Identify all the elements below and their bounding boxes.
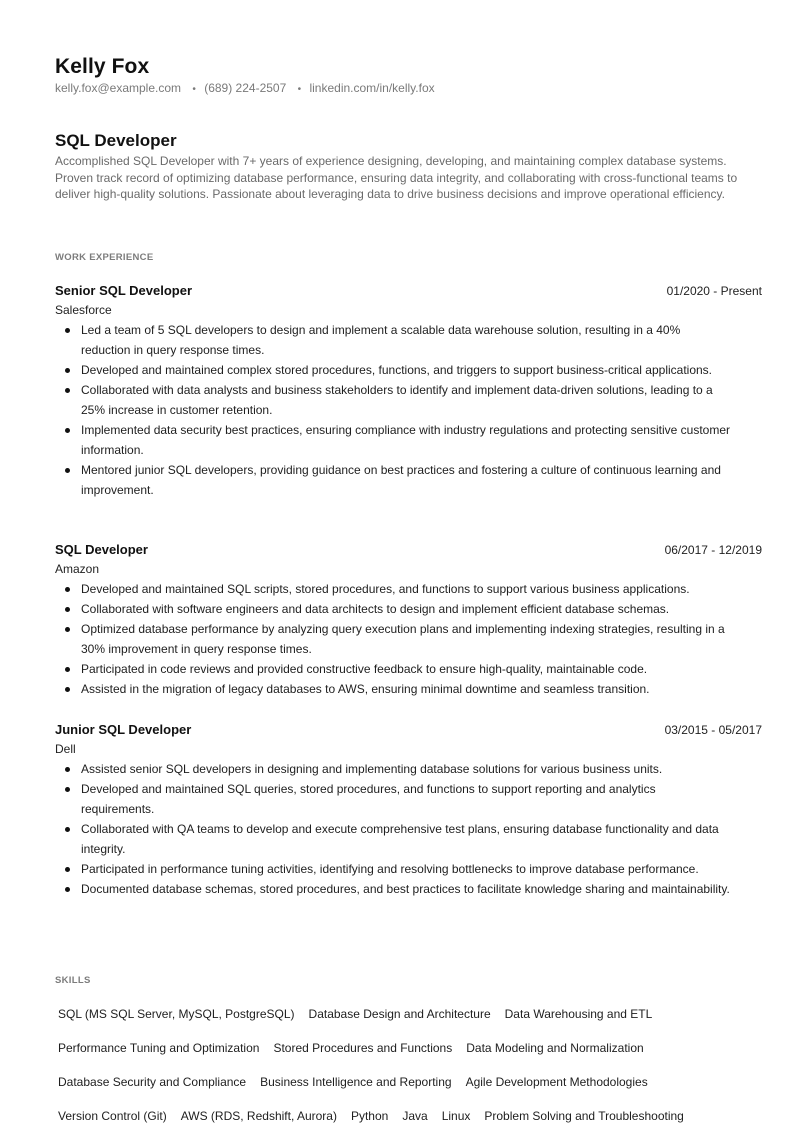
job-bullets	[55, 320, 762, 500]
job-company: Dell	[55, 742, 76, 756]
work-experience-heading: WORK EXPERIENCE	[55, 252, 154, 263]
skill-item: Database Security and Compliance	[58, 1075, 247, 1089]
linkedin-link[interactable]: linkedin.com/in/kelly.fox	[309, 81, 435, 95]
skill-item: Data Modeling and Normalization	[466, 1041, 644, 1055]
bullet-text: Collaborated with QA teams to develop and execute comprehensive test plans, ensuring database functionality and data integrity.	[81, 822, 719, 856]
job-entry	[55, 542, 762, 699]
bullet-text: Collaborated with software engineers and data architects to design and implement efficient database schemas.	[81, 602, 670, 616]
bullet-item	[55, 460, 762, 500]
bullet-text: Mentored junior SQL developers, providing guidance on best practices and fostering a culture of continuous learning and improvement.	[81, 463, 721, 497]
phone-number[interactable]: (689) 224-2507	[204, 81, 287, 95]
bullet-dot-icon	[65, 767, 70, 772]
bullet-text: Developed and maintained complex stored procedures, functions, and triggers to support business-critical applications.	[81, 363, 713, 377]
bullet-dot-icon	[65, 787, 70, 792]
job-header	[55, 722, 762, 740]
job-header	[55, 542, 762, 560]
skill-item: Database Design and Architecture	[308, 1007, 491, 1021]
job-bullets	[55, 759, 762, 899]
bullet-text: Assisted senior SQL developers in designing and implementing database solutions for various business units.	[81, 762, 663, 776]
bullet-dot-icon	[65, 627, 70, 632]
job-header	[55, 283, 762, 301]
skills-row	[55, 997, 762, 1031]
bullet-item	[55, 819, 762, 859]
bullet-text: Developed and maintained SQL queries, stored procedures, and functions to support reporting and analytics requirements.	[81, 782, 656, 816]
separator-dot: •	[297, 84, 302, 95]
bullet-text: Documented database schemas, stored procedures, and best practices to facilitate knowledge sharing and maintainability.	[81, 882, 730, 896]
bullet-item	[55, 320, 762, 360]
bullet-item	[55, 659, 762, 679]
skill-item: Data Warehousing and ETL	[504, 1007, 653, 1021]
contact-line	[55, 81, 435, 95]
bullet-item	[55, 879, 762, 899]
bullet-dot-icon	[65, 667, 70, 672]
bullet-dot-icon	[65, 827, 70, 832]
job-title: SQL Developer	[55, 542, 148, 557]
bullet-text: Participated in performance tuning activities, identifying and resolving bottlenecks to improve database performance.	[81, 862, 699, 876]
bullet-item	[55, 679, 762, 699]
bullet-dot-icon	[65, 587, 70, 592]
bullet-text: Participated in code reviews and provided constructive feedback to ensure high-quality, maintainable code.	[81, 662, 648, 676]
bullet-item	[55, 599, 762, 619]
skill-item: SQL (MS SQL Server, MySQL, PostgreSQL)	[58, 1007, 295, 1021]
email-link[interactable]: kelly.fox@example.com	[55, 81, 181, 95]
bullet-item	[55, 759, 762, 779]
skill-item: AWS (RDS, Redshift, Aurora)	[180, 1109, 337, 1123]
skill-item: Version Control (Git)	[58, 1109, 167, 1123]
job-dates: 01/2020 - Present	[666, 284, 762, 298]
bullet-dot-icon	[65, 867, 70, 872]
bullet-dot-icon	[65, 328, 70, 333]
skill-item: Java	[402, 1109, 428, 1123]
skills-row	[55, 1099, 762, 1133]
bullet-dot-icon	[65, 468, 70, 473]
bullet-item	[55, 420, 762, 460]
bullet-text: Implemented data security best practices, ensuring compliance with industry regulations and protecting sensitive customer information.	[81, 423, 730, 457]
job-entry	[55, 722, 762, 899]
job-bullets	[55, 579, 762, 699]
bullet-text: Developed and maintained SQL scripts, stored procedures, and functions to support various business applications.	[81, 582, 690, 596]
bullet-item	[55, 579, 762, 599]
bullet-text: Collaborated with data analysts and business stakeholders to identify and implement data-driven solutions, leading to a 25% increase in customer retention.	[81, 383, 713, 417]
bullet-dot-icon	[65, 607, 70, 612]
bullet-dot-icon	[65, 887, 70, 892]
job-company: Amazon	[55, 562, 100, 576]
job-dates: 06/2017 - 12/2019	[664, 543, 762, 557]
skill-item: Python	[350, 1109, 389, 1123]
bullet-item	[55, 380, 762, 420]
job-entry	[55, 283, 762, 500]
bullet-text: Optimized database performance by analyzing query execution plans and implementing indexing strategies, resulting in a 30% improvement in query response times.	[81, 622, 725, 656]
summary-paragraph: Accomplished SQL Developer with 7+ years of experience designing, developing, and maintaining complex database systems. Proven track record of optimizing database performance, ensuring data integrity, and collaborating with cross-functional teams to deliver high-quality solutions. Passionate about leveraging data to drive business decisions and improve operational efficiency.	[55, 154, 738, 201]
candidate-name: Kelly Fox	[55, 55, 150, 78]
bullet-dot-icon	[65, 428, 70, 433]
skill-item: Stored Procedures and Functions	[273, 1041, 453, 1055]
skill-item: Agile Development Methodologies	[465, 1075, 648, 1089]
skills-heading: SKILLS	[55, 975, 91, 986]
bullet-dot-icon	[65, 388, 70, 393]
bullet-dot-icon	[65, 368, 70, 373]
separator-dot: •	[192, 84, 196, 95]
bullet-item	[55, 360, 762, 380]
bullet-text: Assisted in the migration of legacy databases to AWS, ensuring minimal downtime and seamless transition.	[81, 682, 650, 696]
headline-title: SQL Developer	[55, 131, 177, 150]
skill-item: Business Intelligence and Reporting	[260, 1075, 452, 1089]
bullet-text: Led a team of 5 SQL developers to design and implement a scalable data warehouse solution, resulting in a 40% reduction in query response times.	[81, 323, 681, 357]
bullet-item	[55, 779, 762, 819]
skill-item: Performance Tuning and Optimization	[58, 1041, 260, 1055]
bullet-item	[55, 619, 762, 659]
bullet-dot-icon	[65, 687, 70, 692]
job-company: Salesforce	[55, 303, 112, 317]
job-dates: 03/2015 - 05/2017	[664, 723, 762, 737]
job-title: Senior SQL Developer	[55, 283, 193, 298]
skill-item: Linux	[441, 1109, 471, 1123]
skills-row	[55, 1065, 762, 1099]
bullet-item	[55, 859, 762, 879]
job-title: Junior SQL Developer	[55, 722, 192, 737]
skill-item: Problem Solving and Troubleshooting	[484, 1109, 684, 1123]
skills-row	[55, 1031, 762, 1065]
skills-list	[55, 997, 762, 1133]
